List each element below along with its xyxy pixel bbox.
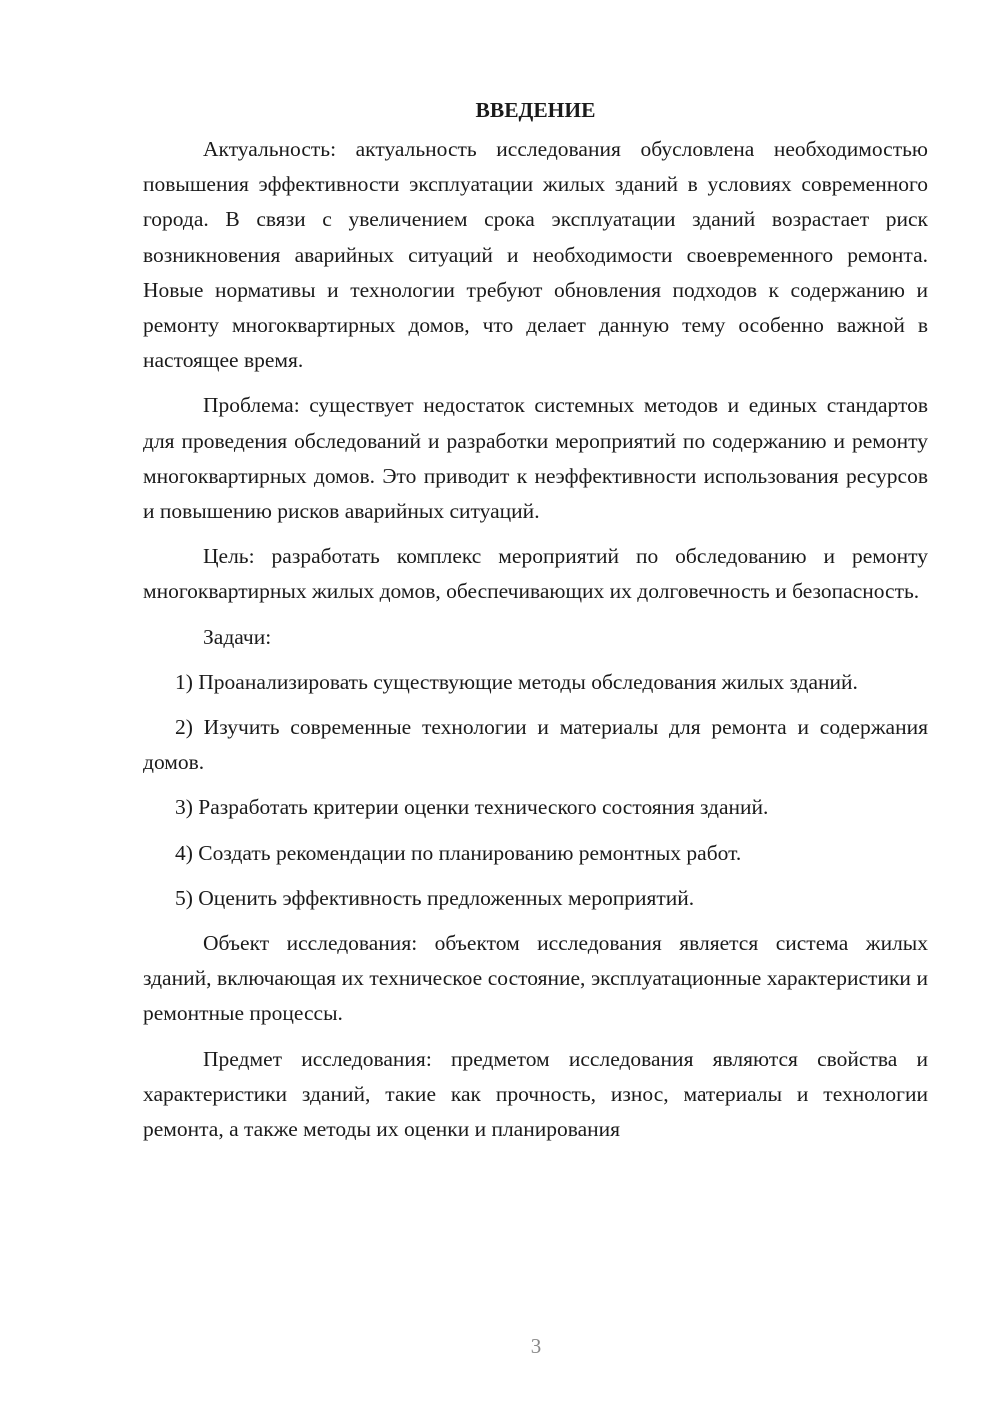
task-item-1: 1) Проанализировать существующие методы обследования жилых зданий. — [175, 669, 858, 694]
task-item-2: 2) Изучить современные технологии и материалы для ремонта и содержания домов. — [143, 715, 928, 775]
task-item-4: 4) Создать рекомендации по планированию ремонтных работ. — [175, 840, 742, 865]
paragraph-object: Объект исследования: объектом исследования является система жилых зданий, включающая их техническое состояние, эксплуатационные характеристики и ремонтные процессы. — [143, 931, 928, 1026]
paragraph-relevance: Актуальность: актуальность исследования обусловлена необходимостью повышения эффективности эксплуатации жилых зданий в условиях современного города. В связи с увеличением срока эксплуатации зданий возрастает риск возникновения аварийных ситуаций и необходимости своевременного ремонта. Новые нормативы и технологии требуют обновления подходов к содержанию и ремонту многоквартирных домов, что делает данную тему особенно важной в настоящее время. — [143, 137, 928, 373]
paragraph-problem: Проблема: существует недостаток системных методов и единых стандартов для проведения обследований и разработки мероприятий по содержанию и ремонту многоквартирных домов. Это приводит к неэффективности использования ресурсов и повышению рисков аварийных ситуаций. — [143, 393, 928, 524]
tasks-label: Задачи: — [203, 624, 272, 649]
paragraph-goal: Цель: разработать комплекс мероприятий по обследованию и ремонту многоквартирных жилых домов, обеспечивающих их долговечность и безопасность. — [143, 544, 928, 604]
document-page — [143, 92, 928, 1157]
page-number: 3 — [530, 1334, 542, 1358]
task-item-5: 5) Оценить эффективность предложенных мероприятий. — [175, 885, 695, 910]
task-item-3: 3) Разработать критерии оценки технического состояния зданий. — [175, 795, 769, 820]
paragraph-subject: Предмет исследования: предметом исследования являются свойства и характеристики зданий, такие как прочность, износ, материалы и технологии ремонта, а также методы их оценки и планирования — [143, 1046, 928, 1142]
section-heading: ВВЕДЕНИЕ — [475, 98, 596, 122]
